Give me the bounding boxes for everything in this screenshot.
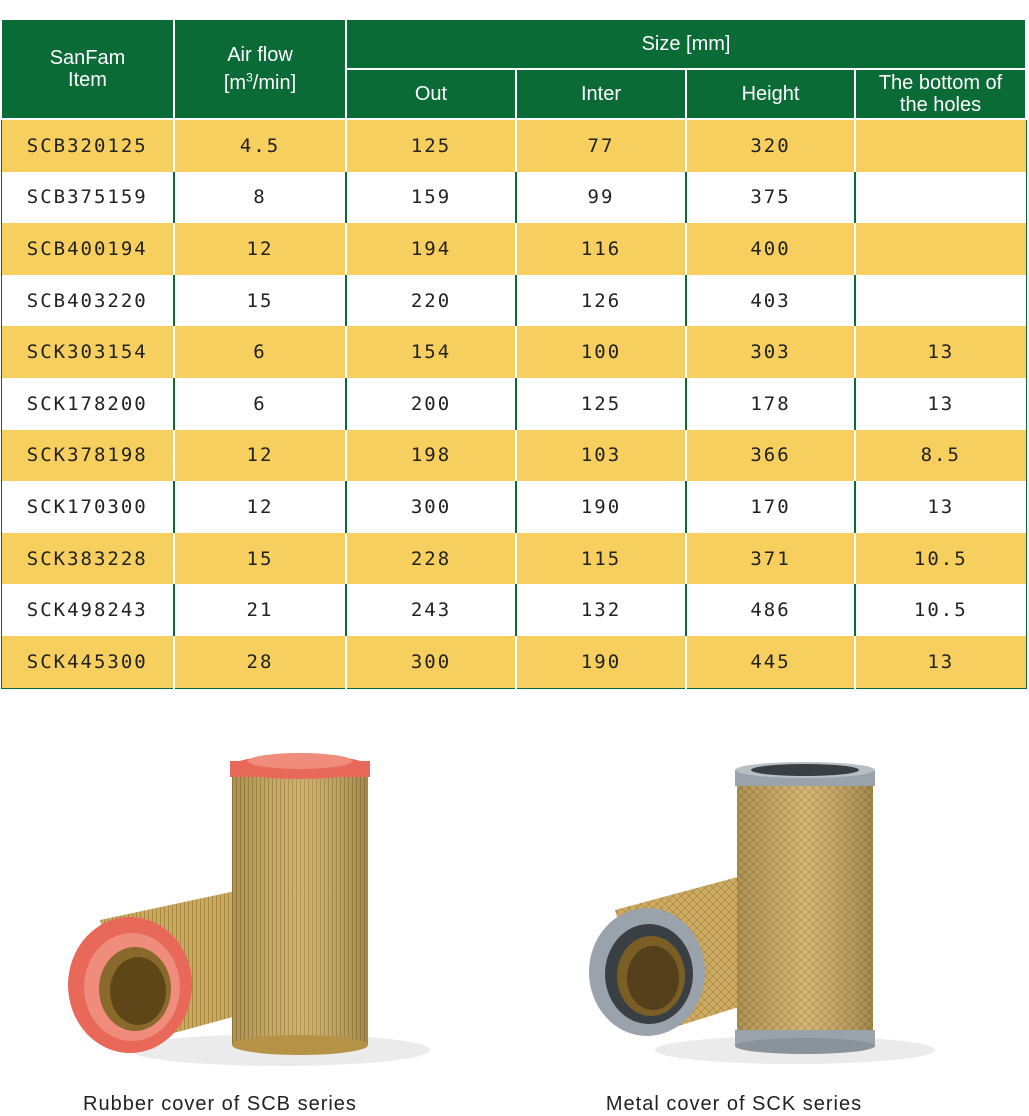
- cell-height: 445: [686, 636, 855, 688]
- table-row: [1, 584, 1026, 636]
- cell-out: 300: [346, 481, 516, 533]
- header-item-line2: Item: [68, 69, 107, 91]
- cell-airflow: 28: [174, 636, 346, 688]
- table-row: [1, 119, 1026, 172]
- header-inter: Inter: [516, 69, 686, 119]
- header-item: [1, 19, 174, 119]
- cell-item: SCK378198: [1, 430, 174, 482]
- sck-filter-photo: [585, 760, 945, 1070]
- scb-filter-photo: [60, 745, 430, 1075]
- header-size: Size [mm]: [346, 19, 1026, 69]
- cell-height: 371: [686, 533, 855, 585]
- cell-height: 303: [686, 326, 855, 378]
- cell-item: SCK498243: [1, 584, 174, 636]
- cell-out: 300: [346, 636, 516, 688]
- cell-airflow: 12: [174, 481, 346, 533]
- cell-out: 125: [346, 119, 516, 172]
- cell-out: 159: [346, 172, 516, 224]
- cell-item: SCB320125: [1, 119, 174, 172]
- cell-airflow: 15: [174, 275, 346, 327]
- cell-airflow: 12: [174, 223, 346, 275]
- cell-airflow: 6: [174, 378, 346, 430]
- table-row: [1, 172, 1026, 224]
- cell-bottom: [855, 119, 1026, 172]
- cell-height: 486: [686, 584, 855, 636]
- cell-bottom: 13: [855, 378, 1026, 430]
- cell-airflow: 4.5: [174, 119, 346, 172]
- cell-airflow: 12: [174, 430, 346, 482]
- cell-inter: 100: [516, 326, 686, 378]
- cell-item: SCK178200: [1, 378, 174, 430]
- table-row: [1, 223, 1026, 275]
- cell-height: 320: [686, 119, 855, 172]
- cell-out: 243: [346, 584, 516, 636]
- cell-inter: 125: [516, 378, 686, 430]
- cell-out: 194: [346, 223, 516, 275]
- cell-bottom: [855, 275, 1026, 327]
- cell-inter: 116: [516, 223, 686, 275]
- sck-caption: Metal cover of SCK series: [605, 1093, 863, 1115]
- cell-bottom: [855, 172, 1026, 224]
- cell-item: SCB400194: [1, 223, 174, 275]
- scb-caption: Rubber cover of SCB series: [83, 1093, 357, 1115]
- cell-airflow: 21: [174, 584, 346, 636]
- cell-airflow: 6: [174, 326, 346, 378]
- cell-height: 403: [686, 275, 855, 327]
- cell-out: 154: [346, 326, 516, 378]
- table-row: [1, 430, 1026, 482]
- cell-inter: 190: [516, 636, 686, 688]
- cell-out: 198: [346, 430, 516, 482]
- cell-bottom: 13: [855, 326, 1026, 378]
- cell-inter: 190: [516, 481, 686, 533]
- header-airflow-unit: $[m^3/\min]$: [223, 70, 297, 94]
- cell-out: 200: [346, 378, 516, 430]
- cell-inter: 126: [516, 275, 686, 327]
- cell-bottom: 13: [855, 636, 1026, 688]
- cell-item: SCK303154: [1, 326, 174, 378]
- header-bottom-holes: The bottom of the holes: [855, 69, 1026, 119]
- cell-out: 220: [346, 275, 516, 327]
- header-airflow-line1: Air flow: [227, 44, 293, 67]
- cell-item: SCB403220: [1, 275, 174, 327]
- cell-airflow: 8: [174, 172, 346, 224]
- cell-bottom: [855, 223, 1026, 275]
- cell-height: 178: [686, 378, 855, 430]
- table-row: [1, 378, 1026, 430]
- table-row: [1, 275, 1026, 327]
- cell-item: SCK383228: [1, 533, 174, 585]
- header-airflow: [174, 19, 346, 119]
- table-row: [1, 481, 1026, 533]
- cell-item: SCK170300: [1, 481, 174, 533]
- header-out: Out: [346, 69, 516, 119]
- cell-bottom: 13: [855, 481, 1026, 533]
- cell-item: SCK445300: [1, 636, 174, 688]
- spec-table: [0, 18, 1027, 689]
- cell-inter: 103: [516, 430, 686, 482]
- cell-item: SCB375159: [1, 172, 174, 224]
- cell-height: 400: [686, 223, 855, 275]
- cell-inter: 77: [516, 119, 686, 172]
- header-height: Height: [686, 69, 855, 119]
- cell-airflow: 15: [174, 533, 346, 585]
- cell-inter: 132: [516, 584, 686, 636]
- table-row: [1, 326, 1026, 378]
- table-row: [1, 636, 1026, 688]
- cell-bottom: 8.5: [855, 430, 1026, 482]
- table-row: [1, 533, 1026, 585]
- cell-height: 375: [686, 172, 855, 224]
- cell-inter: 99: [516, 172, 686, 224]
- header-item-line1: SanFam: [49, 47, 126, 69]
- cell-height: 366: [686, 430, 855, 482]
- cell-bottom: 10.5: [855, 533, 1026, 585]
- cell-inter: 115: [516, 533, 686, 585]
- cell-bottom: 10.5: [855, 584, 1026, 636]
- cell-out: 228: [346, 533, 516, 585]
- cell-height: 170: [686, 481, 855, 533]
